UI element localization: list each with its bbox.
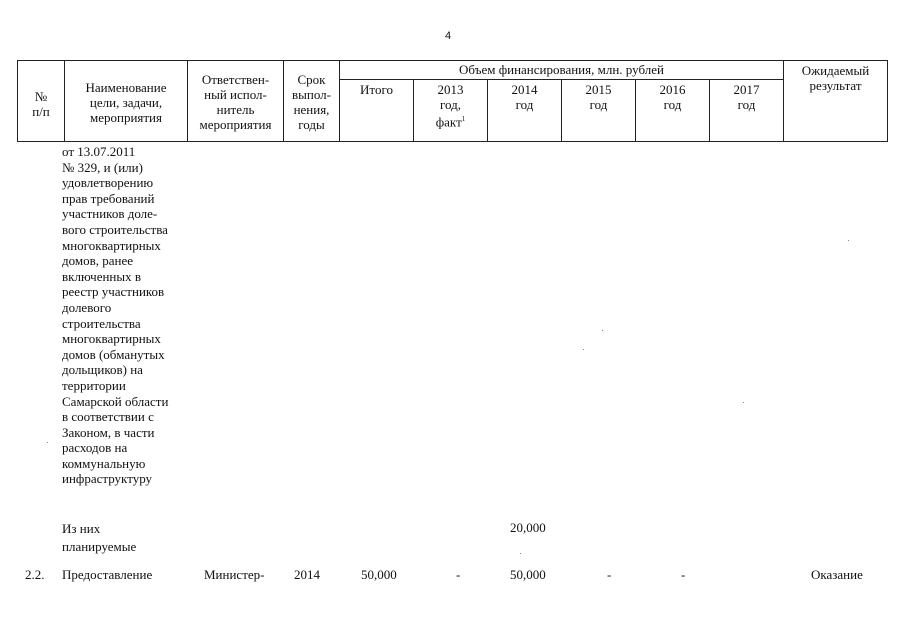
row-2-2-2013: - [456,567,461,582]
header-2015: 2015 год [562,80,636,142]
header-2017: 2017 год [710,80,784,142]
row-2-2-executor: Министер- [204,567,265,582]
header-total: Итого [340,80,414,142]
header-num: № п/п [18,61,65,142]
planned-label: Из них планируемые [62,521,137,554]
header-2016: 2016 год [636,80,710,142]
header-name: Наименование цели, задачи, мероприятия [65,61,188,142]
header-result: Ожидаемый результат [784,61,888,142]
scan-speck [848,240,849,241]
scan-speck [602,330,603,331]
row-2-2-2014: 50,000 [510,567,546,582]
scan-speck [47,442,48,443]
scan-speck [520,553,521,554]
header-term: Срок выпол- нения, годы [284,61,340,142]
row-2-2-total: 50,000 [361,567,397,582]
table-header [17,60,888,142]
row-2-2-name: Предоставление [62,567,153,582]
row-2-2-2015: - [607,567,612,582]
header-2014: 2014 год [488,80,562,142]
row-2-2-2016: - [681,567,686,582]
row-2-2-term: 2014 [294,567,320,582]
continued-description: от 13.07.2011 № 329, и (или) удовлетворению прав требований участников доле- вого строительства многоквартирных домов, ранее включенных в реестр участников долевого строительства многоквартирных домов (обманутых дольщиков) на территории Самарской области в соответствии с Законом, в части расходов на коммунальную инфраструктуру [62,144,169,487]
header-funding: Объем финансирования, млн. рублей [340,61,784,80]
scan-speck [743,402,744,403]
row-2-2-result: Оказание [811,567,863,582]
row-2-2-num: 2.2. [25,567,45,582]
planned-2014-value: 20,000 [510,520,546,535]
header-executor: Ответствен- ный испол- нитель мероприятия [188,61,284,142]
page-number: 4 [444,30,452,42]
header-2013: 2013 год, факт$^1$ [414,80,488,142]
scan-speck [583,349,584,350]
